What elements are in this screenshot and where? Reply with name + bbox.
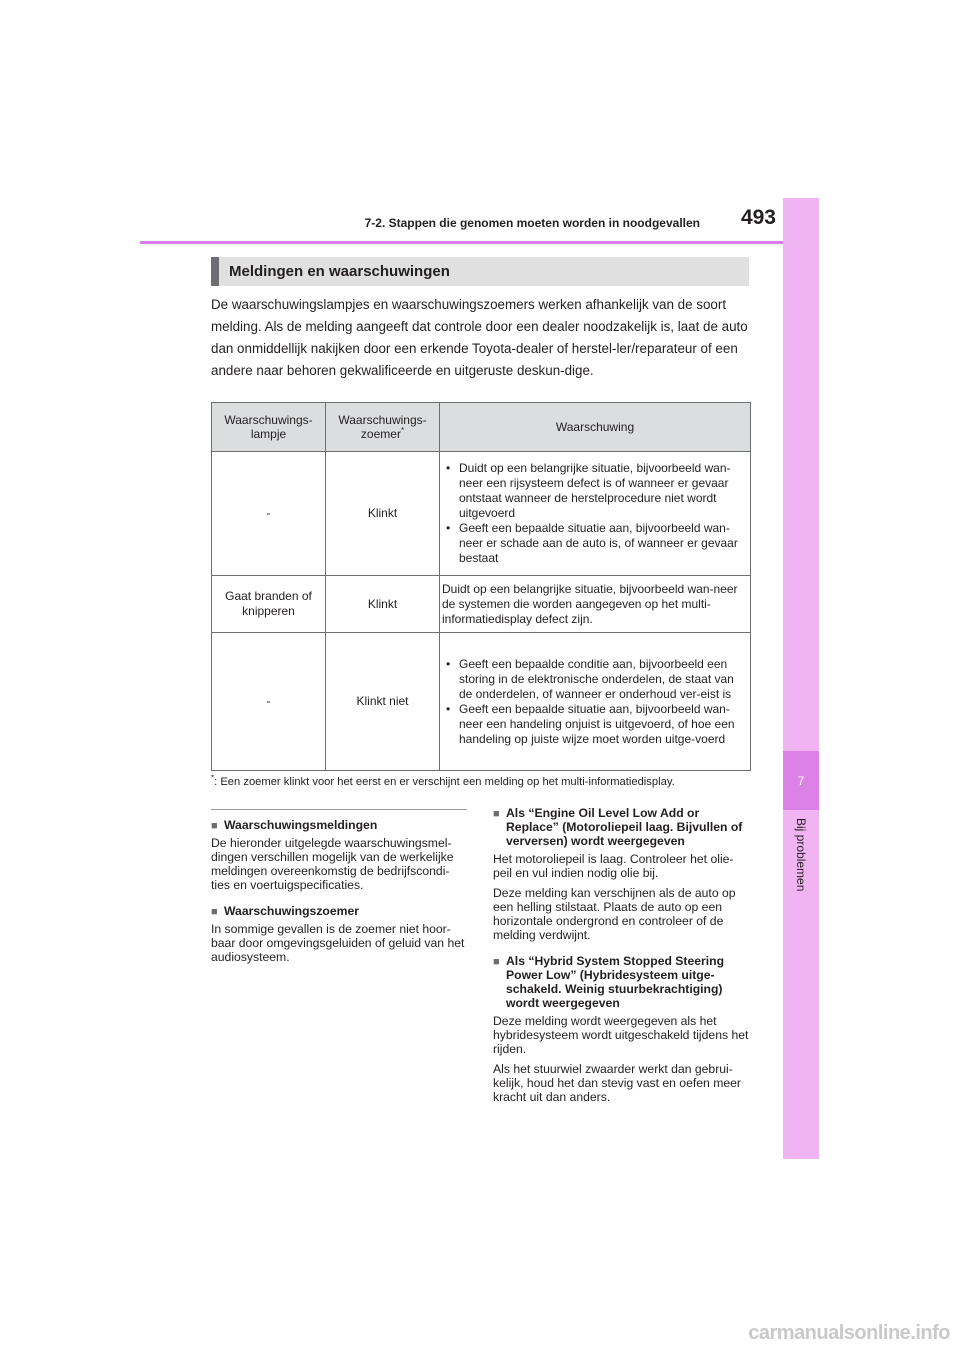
- footnote-mark: *: [400, 426, 405, 435]
- subsection-heading: ■ Waarschuwingszoemer: [211, 904, 360, 918]
- subsection-heading: ■ Als “Hybrid System Stopped Steering Power Low” (Hybridesysteem uitge-schakeld. Weinig stuurbekrachtiging) wordt weergegeven: [493, 954, 725, 1010]
- table-footnote: *: Een zoemer klinkt voor het eerst en er verschijnt een melding op het multi-informatiedisplay.: [211, 773, 675, 788]
- cell-warning: [440, 633, 751, 771]
- paragraph: Deze melding kan verschijnen als de auto op een helling stilstaat. Plaats de auto op een horizontale ondergrond en controleer of de melding verdwijnt.: [493, 886, 736, 942]
- header-warning: Waarschuwing: [440, 403, 751, 452]
- cell-warning: [440, 452, 751, 576]
- column-divider: [211, 809, 467, 810]
- square-bullet-icon: ■: [493, 808, 500, 820]
- paragraph: Deze melding wordt weergegeven als het hybridesysteem wordt uitgeschakeld tijdens het rijden.: [493, 1014, 749, 1056]
- right-column: [493, 806, 751, 1110]
- square-bullet-icon: ■: [211, 820, 218, 832]
- header-buzzer: Waarschuwings-zoemer*: [326, 403, 440, 452]
- chapter-number-tab[interactable]: 7: [783, 751, 819, 810]
- header-rule: [140, 241, 783, 244]
- square-bullet-icon: ■: [211, 906, 218, 918]
- square-bullet-icon: ■: [493, 956, 500, 968]
- watermark: carmanualsonline.info: [748, 1322, 950, 1344]
- cell-lamp: -: [212, 633, 326, 771]
- table-row: [212, 633, 751, 771]
- list-item: • Geeft een bepaalde conditie aan, bijvoorbeeld een storing in de elektronische onderdelen, de staat van de onderdelen, of wanneer er onderhoud ver-eist is: [446, 656, 734, 701]
- cell-buzzer: Klinkt niet: [326, 633, 440, 771]
- list-item: • Geeft een bepaalde situatie aan, bijvoorbeeld wan-neer een handeling onjuist is uitgevoerd, of hoe een handeling op juiste wijze moet worden uitge-voerd: [446, 701, 735, 746]
- left-column: [211, 818, 467, 970]
- subsection-heading: ■ Waarschuwingsmeldingen: [211, 818, 378, 832]
- cell-lamp: -: [212, 452, 326, 576]
- header-lamp: Waarschuwings-lampje: [212, 403, 326, 452]
- table-row: [212, 452, 751, 576]
- paragraph: Als het stuurwiel zwaarder werkt dan gebrui-kelijk, houd het dan stevig vast en oefen meer kracht uit dan anders.: [493, 1062, 741, 1104]
- list-item: • Duidt op een belangrijke situatie, bijvoorbeeld wan-neer een rijsysteem defect is of wanneer er gevaar ontstaat wanneer de herstelprocedure niet wordt uitgevoerd: [446, 461, 731, 520]
- cell-warning: Duidt op een belangrijke situatie, bijvoorbeeld wan-neer de systemen die worden aangegeven op het multi-informatiedisplay defect zijn.: [440, 576, 751, 633]
- table-header-row: [212, 403, 751, 452]
- running-header-section: 7-2. Stappen die genomen moeten worden in noodgevallen: [364, 216, 700, 230]
- side-tab-strip: [783, 198, 819, 1159]
- intro-paragraph: De waarschuwingslampjes en waarschuwingszoemers werken afhankelijk van de soort melding. Als de melding aangeeft dat controle door een dealer noodzakelijk is, laat de auto dan onmiddellijk nakijken door een erkende Toyota-dealer of herstel-ler/reparateur of een andere naar behoren gekwalificeerde en uitgeruste deskun-dige.: [211, 297, 748, 378]
- paragraph: In sommige gevallen is de zoemer niet hoor-baar door omgevingsgeluiden of geluid van het audiosysteem.: [211, 922, 465, 964]
- page-number: 493: [740, 206, 776, 229]
- list-item: • Geeft een bepaalde situatie aan, bijvoorbeeld wan-neer er schade aan de auto is, of wanneer er gevaar bestaat: [446, 521, 738, 565]
- cell-buzzer: Klinkt: [326, 576, 440, 633]
- paragraph: Het motoroliepeil is laag. Controleer het olie-peil en vul indien nodig olie bij.: [493, 852, 734, 880]
- cell-lamp: Gaat branden of knipperen: [212, 576, 326, 633]
- table-row: [212, 576, 751, 633]
- chapter-label: Bij problemen: [794, 818, 808, 892]
- subsection-heading: ■ Als “Engine Oil Level Low Add or Replace” (Motoroliepeil laag. Bijvullen of verversen) wordt weergegeven: [493, 806, 743, 848]
- cell-buzzer: Klinkt: [326, 452, 440, 576]
- warning-table: [211, 402, 751, 771]
- paragraph: De hieronder uitgelegde waarschuwingsmel-dingen verschillen mogelijk van de werkelijke meldingen overeenkomstig de bedrijfscondi-ties en voertuigspecificaties.: [211, 836, 454, 892]
- section-title: Meldingen en waarschuwingen: [211, 257, 749, 286]
